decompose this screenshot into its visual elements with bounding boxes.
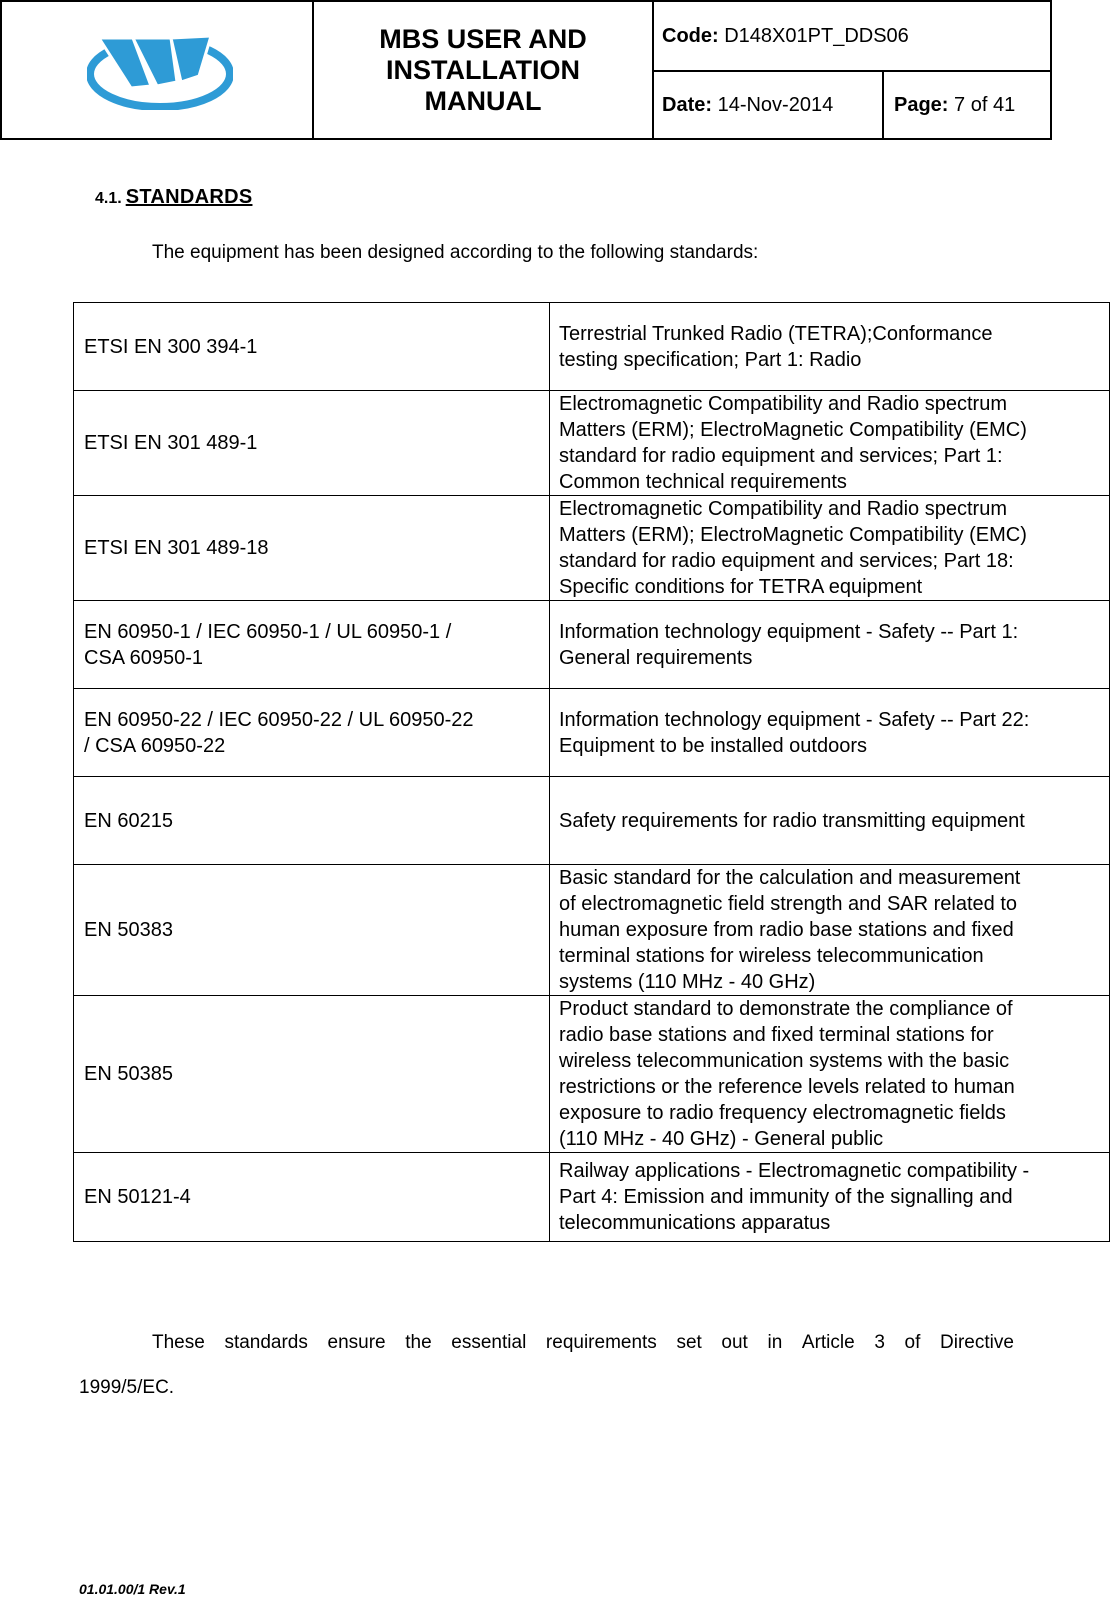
- standard-row: [74, 601, 1110, 689]
- standard-name: [74, 777, 550, 865]
- closing-word: set: [676, 1332, 702, 1353]
- standard-description-line: Information technology equipment - Safety -- Part 1:: [559, 620, 1019, 643]
- standard-name: [74, 1153, 550, 1242]
- standard-row: [74, 865, 1110, 996]
- standard-description: [550, 496, 1110, 601]
- standard-name-line: ETSI EN 300 394-1: [84, 335, 258, 358]
- standard-description-line: Electromagnetic Compatibility and Radio spectrum: [559, 498, 1007, 520]
- standard-description-line: General requirements: [559, 646, 753, 669]
- standard-description-line: restrictions or the reference levels related to human: [559, 1076, 1015, 1098]
- standard-description-line: standard for radio equipment and services; Part 1:: [559, 445, 1003, 467]
- date-field: [652, 70, 884, 140]
- standard-description-line: exposure to radio frequency electromagnetic fields: [559, 1102, 1006, 1124]
- standard-description-line: Product standard to demonstrate the compliance of: [559, 998, 1013, 1020]
- standard-description-line: Matters (ERM); ElectroMagnetic Compatibility (EMC): [559, 524, 1027, 546]
- standard-row: [74, 777, 1110, 865]
- standard-description-line: Terrestrial Trunked Radio (TETRA);Conformance: [559, 322, 993, 345]
- standards-table: [73, 302, 1110, 1242]
- closing-word: out: [721, 1332, 748, 1353]
- standard-description-line: Matters (ERM); ElectroMagnetic Compatibility (EMC): [559, 419, 1027, 441]
- standard-name-line: CSA 60950-1: [84, 646, 203, 669]
- code-field: [652, 0, 1052, 72]
- standard-name-line: EN 60950-1 / IEC 60950-1 / UL 60950-1 /: [84, 620, 452, 643]
- standard-description-line: Electromagnetic Compatibility and Radio spectrum: [559, 393, 1007, 415]
- closing-line-2: 1999/5/EC.: [79, 1377, 175, 1398]
- closing-word: 3: [874, 1332, 885, 1353]
- standard-name-line: EN 60215: [84, 809, 173, 832]
- title-line: MBS USER AND: [379, 23, 587, 54]
- standard-name: [74, 391, 550, 496]
- standard-row: [74, 496, 1110, 601]
- closing-line-1: [79, 1320, 1014, 1365]
- standard-description: [550, 996, 1110, 1153]
- company-logo: [87, 30, 233, 110]
- standard-description-line: Equipment to be installed outdoors: [559, 734, 867, 757]
- closing-word: Article: [801, 1332, 855, 1353]
- footer-revision: 01.01.00/1 Rev.1: [79, 1581, 186, 1597]
- closing-word: in: [767, 1332, 783, 1353]
- standard-name-line: / CSA 60950-22: [84, 734, 226, 757]
- title-line: MANUAL: [424, 85, 542, 116]
- standard-description-line: telecommunications apparatus: [559, 1212, 831, 1234]
- standard-description-line: terminal stations for wireless telecommunication: [559, 945, 984, 967]
- section-intro: The equipment has been designed according to the following standards:: [152, 242, 759, 263]
- standard-description-line: Specific conditions for TETRA equipment: [559, 576, 923, 598]
- standard-description-line: of electromagnetic field strength and SAR related to: [559, 893, 1018, 915]
- standard-row: [74, 689, 1110, 777]
- standard-description-line: (110 MHz - 40 GHz) - General public: [559, 1128, 884, 1150]
- standard-description-line: wireless telecommunication systems with the basic: [559, 1050, 1010, 1072]
- section-title: STANDARDS: [125, 186, 253, 208]
- standard-description-line: Safety requirements for radio transmitting equipment: [559, 809, 1025, 832]
- standard-name: [74, 496, 550, 601]
- standard-description: [550, 391, 1110, 496]
- standard-row: [74, 391, 1110, 496]
- standard-description: [550, 865, 1110, 996]
- standard-description-line: Railway applications - Electromagnetic compatibility -: [559, 1160, 1030, 1182]
- date-label: Date:: [662, 93, 713, 116]
- standard-description-line: radio base stations and fixed terminal stations for: [559, 1024, 994, 1046]
- section-number: 4.1.: [95, 190, 122, 207]
- closing-word: standards: [224, 1332, 308, 1353]
- standard-description-line: Common technical requirements: [559, 471, 847, 493]
- document-header: [0, 0, 1052, 140]
- standard-name-line: EN 50385: [84, 1063, 173, 1085]
- closing-paragraph: [79, 1320, 1014, 1410]
- code-value: D148X01PT_DDS06: [724, 24, 909, 47]
- standard-row: [74, 996, 1110, 1153]
- code-label: Code:: [662, 24, 719, 47]
- manual-title: [312, 0, 654, 140]
- page-field: [882, 70, 1052, 140]
- standard-description-line: Part 4: Emission and immunity of the signalling and: [559, 1186, 1013, 1208]
- standard-description: [550, 601, 1110, 689]
- closing-word: of: [904, 1332, 921, 1353]
- standard-name-line: ETSI EN 301 489-1: [84, 432, 258, 454]
- standard-name-line: ETSI EN 301 489-18: [84, 537, 269, 559]
- standard-name: [74, 601, 550, 689]
- closing-word: These: [152, 1332, 205, 1353]
- standard-row: [74, 303, 1110, 391]
- standard-name: [74, 689, 550, 777]
- closing-word: essential: [451, 1332, 527, 1353]
- title-line: INSTALLATION: [386, 54, 580, 85]
- standard-description-line: human exposure from radio base stations and fixed: [559, 919, 1014, 941]
- logo-cell: [0, 0, 314, 140]
- standard-description-line: standard for radio equipment and services; Part 18:: [559, 550, 1014, 572]
- page-value: 7 of 41: [954, 93, 1016, 116]
- standard-description: [550, 689, 1110, 777]
- closing-word: the: [405, 1332, 432, 1353]
- standard-name: [74, 865, 550, 996]
- standard-name-line: EN 50383: [84, 919, 173, 941]
- closing-word: ensure: [327, 1332, 386, 1353]
- closing-word: requirements: [545, 1332, 657, 1353]
- section-heading: [95, 186, 252, 209]
- standard-description-line: Information technology equipment - Safety -- Part 22:: [559, 708, 1030, 731]
- standard-name-line: EN 60950-22 / IEC 60950-22 / UL 60950-22: [84, 708, 474, 731]
- standard-name: [74, 303, 550, 391]
- standard-name: [74, 996, 550, 1153]
- standard-description-line: testing specification; Part 1: Radio: [559, 348, 862, 371]
- standard-row: [74, 1153, 1110, 1242]
- standard-description: [550, 303, 1110, 391]
- date-value: 14-Nov-2014: [717, 93, 834, 116]
- standard-description-line: Basic standard for the calculation and measurement: [559, 867, 1021, 889]
- standard-description: [550, 777, 1110, 865]
- standard-name-line: EN 50121-4: [84, 1186, 191, 1208]
- standard-description: [550, 1153, 1110, 1242]
- standard-description-line: systems (110 MHz - 40 GHz): [559, 971, 816, 993]
- page-label: Page:: [894, 93, 949, 116]
- closing-word: Directive: [940, 1332, 1014, 1353]
